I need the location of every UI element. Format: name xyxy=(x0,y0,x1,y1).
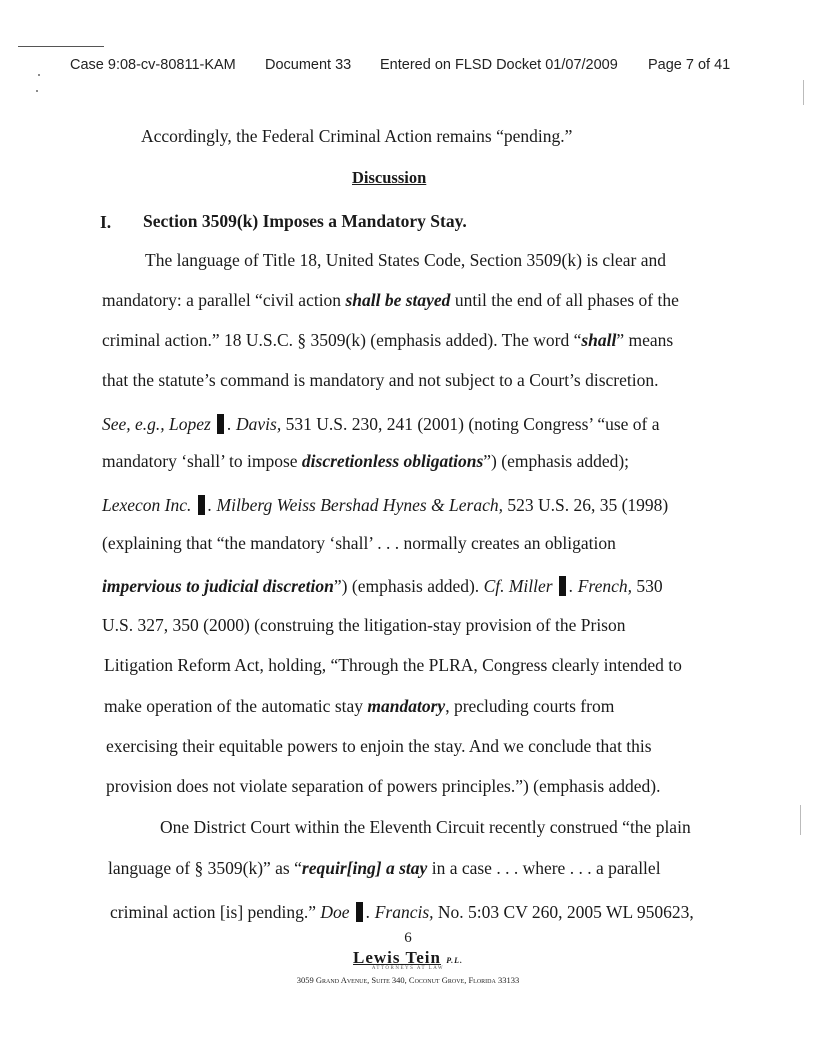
paragraph-line: (explaining that “the mandatory ‘shall’ . . . normally creates an obligation xyxy=(102,533,616,553)
firm-address: 3059 Grand Avenue, Suite 340, Coconut Grove, Florida 33133 xyxy=(296,975,520,985)
paragraph-line: impervious to judicial discretion”) (emphasis added). Cf. Miller . French, 530 xyxy=(102,576,663,596)
redaction-mark xyxy=(198,495,205,515)
paragraph-line: exercising their equitable powers to enjoin the stay. And we conclude that this xyxy=(106,736,652,756)
scan-speck xyxy=(38,74,40,76)
paragraph-line: mandatory: a parallel “civil action shall be stayed until the end of all phases of the xyxy=(102,290,679,310)
section-title: Section 3509(k) Imposes a Mandatory Stay. xyxy=(143,211,467,231)
paragraph-line: See, e.g., Lopez . Davis, 531 U.S. 230, 241 (2001) (noting Congress’ “use of a xyxy=(102,414,660,434)
paragraph-line: U.S. 327, 350 (2000) (construing the litigation-stay provision of the Prison xyxy=(102,615,626,635)
scan-edge-mark xyxy=(803,80,804,105)
paragraph-line: Litigation Reform Act, holding, “Through the PLRA, Congress clearly intended to xyxy=(104,655,682,675)
redaction-mark xyxy=(356,902,363,922)
redaction-mark xyxy=(217,414,224,434)
page-number: 6 xyxy=(404,930,412,946)
paragraph-line: criminal action.” 18 U.S.C. § 3509(k) (emphasis added). The word “shall” means xyxy=(102,330,674,350)
paragraph-line: that the statute’s command is mandatory and not subject to a Court’s discretion. xyxy=(102,370,659,390)
firm-logo xyxy=(0,948,816,968)
page-indicator: Page 7 of 41 xyxy=(648,57,731,73)
paragraph-line: Lexecon Inc. . Milberg Weiss Bershad Hynes & Lerach, 523 U.S. 26, 35 (1998) xyxy=(102,495,669,515)
paragraph-line: provision does not violate separation of powers principles.”) (emphasis added). xyxy=(106,776,661,796)
firm-suffix: P.L. xyxy=(446,956,463,965)
section-number: I. xyxy=(100,212,112,232)
firm-tagline: ATTORNEYS AT LAW xyxy=(371,966,445,971)
paragraph-line: criminal action [is] pending.” Doe . Francis, No. 5:03 CV 260, 2005 WL 950623, xyxy=(110,902,694,922)
case-number: Case 9:08-cv-80811-KAM xyxy=(70,57,236,73)
document-number: Document 33 xyxy=(265,57,352,73)
paragraph-line: make operation of the automatic stay mandatory, precluding courts from xyxy=(104,696,615,716)
scan-edge-mark xyxy=(800,805,801,835)
paragraph-line: language of § 3509(k)” as “requir[ing] a stay in a case . . . where . . . a parallel xyxy=(108,858,661,878)
paragraph-line: The language of Title 18, United States Code, Section 3509(k) is clear and xyxy=(145,250,667,270)
intro-line: Accordingly, the Federal Criminal Action remains “pending.” xyxy=(141,126,573,146)
paragraph-line: mandatory ‘shall’ to impose discretionless obligations”) (emphasis added); xyxy=(102,451,630,471)
firm-name: Lewis Tein xyxy=(353,948,441,967)
section-heading: Discussion xyxy=(352,168,427,187)
docket-entry: Entered on FLSD Docket 01/07/2009 xyxy=(380,57,618,73)
redaction-mark xyxy=(559,576,566,596)
scan-rule-line xyxy=(18,46,104,47)
paragraph-line: One District Court within the Eleventh Circuit recently construed “the plain xyxy=(160,817,691,837)
scan-speck xyxy=(36,90,38,92)
